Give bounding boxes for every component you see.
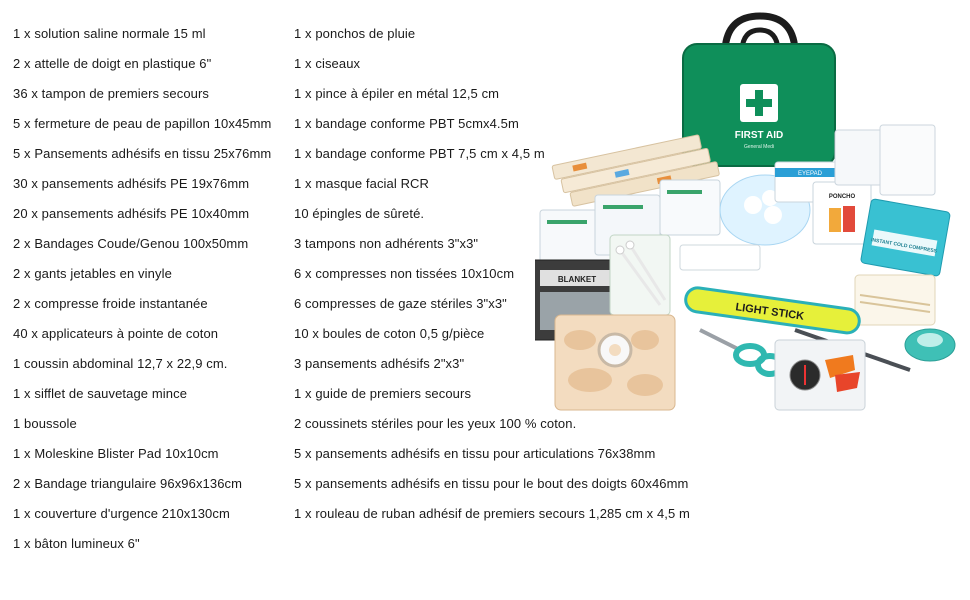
left-list-item: 2 x attelle de doigt en plastique 6" <box>13 56 212 71</box>
middle-list-item: 1 x guide de premiers secours <box>294 386 472 401</box>
left-list-item: 40 x applicateurs à pointe de coton <box>13 326 219 341</box>
first-aid-kit-photo <box>535 10 967 430</box>
bag-label: FIRST AID <box>734 130 784 141</box>
scissors <box>700 330 782 374</box>
poncho-label: PONCHO <box>828 194 856 200</box>
middle-list-item: 1 x pince à épiler en métal 12,5 cm <box>294 86 500 101</box>
middle-list-item: 1 x rouleau de ruban adhésif de premiers secours 1,285 cm x 4,5 m <box>294 506 690 521</box>
middle-list-item: 1 x masque facial RCR <box>294 176 430 191</box>
middle-list-item: 3 tampons non adhérents 3"x3" <box>294 236 479 251</box>
middle-list-item: 10 x boules de coton 0,5 g/pièce <box>294 326 485 341</box>
left-list-item: 2 x compresse froide instantanée <box>13 296 208 311</box>
eyepad-label: EYEPAD <box>798 171 822 177</box>
moleskine-pads <box>555 315 675 410</box>
left-list-item: 1 x Moleskine Blister Pad 10x10cm <box>13 446 219 461</box>
left-list-item: 2 x Bandage triangulaire 96x96x136cm <box>13 476 243 491</box>
bag-brand: General Medi <box>743 144 775 150</box>
left-list-item: 1 coussin abdominal 12,7 x 22,9 cm. <box>13 356 228 371</box>
blanket-label: BLANKET <box>557 275 597 284</box>
left-list-item: 30 x pansements adhésifs PE 19x76mm <box>13 176 250 191</box>
cold-compress <box>860 199 950 277</box>
compass-pack <box>775 340 865 410</box>
middle-list-item: 5 x pansements adhésifs en tissu pour articulations 76x38mm <box>294 446 656 461</box>
left-list-item: 20 x pansements adhésifs PE 10x40mm <box>13 206 250 221</box>
left-list-item: 2 x gants jetables en vinyle <box>13 266 172 281</box>
light-stick <box>684 286 861 334</box>
middle-list-item: 10 épingles de sûreté. <box>294 206 425 221</box>
left-list-item: 1 x bâton lumineux 6" <box>13 536 140 551</box>
first-aid-bag <box>683 16 835 166</box>
middle-list-item: 1 x ciseaux <box>294 56 361 71</box>
middle-list-item: 5 x pansements adhésifs en tissu pour le bout des doigts 60x46mm <box>294 476 689 491</box>
left-list-item: 1 boussole <box>13 416 77 431</box>
left-list-item: 5 x Pansements adhésifs en tissu 25x76mm <box>13 146 272 161</box>
left-list-item: 1 x couverture d'urgence 210x130cm <box>13 506 230 521</box>
left-list-item: 36 x tampon de premiers secours <box>13 86 210 101</box>
left-list-item: 1 x sifflet de sauvetage mince <box>13 386 188 401</box>
middle-list-item: 2 coussinets stériles pour les yeux 100 % coton. <box>294 416 577 431</box>
left-list-item: 1 x solution saline normale 15 ml <box>13 26 206 41</box>
items-list-left <box>13 22 271 562</box>
left-list-item: 2 x Bandages Coude/Genou 100x50mm <box>13 236 249 251</box>
middle-list-item: 1 x ponchos de pluie <box>294 26 416 41</box>
middle-list-item: 3 pansements adhésifs 2"x3" <box>294 356 465 371</box>
middle-list-item: 1 x bandage conforme PBT 5cmx4.5m <box>294 116 519 131</box>
poncho-pack <box>813 182 871 244</box>
left-list-item: 5 x fermeture de peau de papillon 10x45mm <box>13 116 272 131</box>
light-stick-label: LIGHT STICK <box>734 301 805 323</box>
middle-list-item: 1 x bandage conforme PBT 7,5 cm x 4,5 m <box>294 146 545 161</box>
middle-list-item: 6 x compresses non tissées 10x10cm <box>294 266 515 281</box>
middle-list-item: 6 compresses de gaze stériles 3"x3" <box>294 296 507 311</box>
cold-compress-label: INSTANT COLD COMPRESS <box>870 237 938 255</box>
